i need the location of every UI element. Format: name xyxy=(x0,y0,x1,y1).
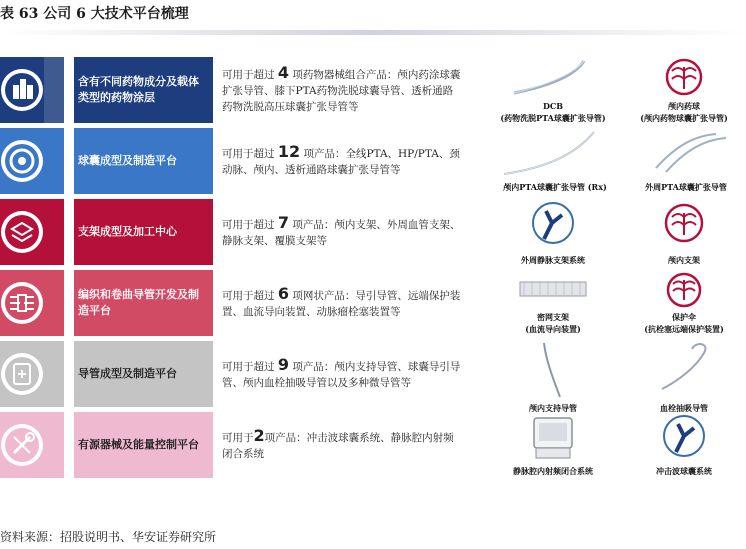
product-caption: 冲击波球囊系统 xyxy=(656,466,712,476)
platform-label: 支架成型及加工中心 xyxy=(74,199,213,265)
brain-icon xyxy=(622,270,746,310)
product-dcb xyxy=(484,57,622,123)
table-title: 表 63 公司 6 大技术平台梳理 xyxy=(0,6,189,22)
product-caption: DCB xyxy=(542,101,564,111)
vessel-icon xyxy=(622,412,746,464)
platform-row-active-device xyxy=(0,412,746,478)
product-intracranial-dcb xyxy=(622,57,746,123)
platform-label: 编织和卷曲导管开发及制造平台 xyxy=(74,270,213,336)
product-caption: 颅内药球 xyxy=(668,101,700,111)
product-caption: 颅内PTA球囊扩张导管 (Rx) xyxy=(503,182,607,192)
product-count: 7 xyxy=(277,213,289,232)
product-count: 12 xyxy=(277,142,301,161)
source-note: 资料来源：招股说明书、华安证券研究所 xyxy=(0,530,217,544)
platform-label: 含有不同药物成分及载体类型的药物涂层 xyxy=(74,57,213,123)
product-caption-sub: (抗栓塞远端保护装置) xyxy=(644,324,724,334)
product-count: 9 xyxy=(277,355,289,374)
platform-label: 球囊成型及制造平台 xyxy=(74,128,213,194)
header-divider xyxy=(0,30,746,35)
product-shockwave-system xyxy=(622,412,746,478)
product-caption: 颅内支架 xyxy=(668,255,700,265)
product-caption: 保护伞 xyxy=(672,312,696,322)
platform-row-balloon xyxy=(0,128,746,194)
platform-row-braided xyxy=(0,270,746,336)
brain-icon xyxy=(622,57,746,99)
product-caption: 血栓抽吸导管 xyxy=(660,403,708,413)
buildings-icon xyxy=(0,57,64,123)
product-caption: 颅内支持导管 xyxy=(529,403,577,413)
manual-icon xyxy=(0,341,64,407)
product-caption-sub: (药物洗脱PTA球囊扩张导管) xyxy=(500,113,606,123)
platform-label: 有源器械及能量控制平台 xyxy=(74,412,213,478)
product-thrombus-aspiration-catheter xyxy=(622,341,746,413)
product-intracranial-stent xyxy=(622,199,746,265)
product-embolic-protection xyxy=(622,270,746,336)
layers-icon xyxy=(0,199,64,265)
brain-icon xyxy=(622,199,746,247)
product-caption: 外周PTA球囊扩张导管 xyxy=(645,182,727,192)
product-count: 6 xyxy=(277,284,289,303)
product-rf-closure-system xyxy=(484,412,622,478)
vessel-icon xyxy=(484,199,622,247)
platform-row-stent xyxy=(0,199,746,265)
platform-description: 可用于超过 4 项药物器械组合产品：颅内药涂球囊扩张导管、膝下PTA药物洗脱球囊导管、透析通路药物洗脱高压球囊扩张导管等 xyxy=(222,63,461,113)
product-count: 2 xyxy=(253,426,265,445)
platform-description: 可用于超过 6 项网状产品：导引导管、远端保护装置、血流导向装置、动脉瘤栓塞装置等 xyxy=(222,284,461,318)
product-caption: 密网支架 xyxy=(537,312,569,322)
tools-icon xyxy=(0,412,64,478)
product-caption: 静脉腔内射频闭合系统 xyxy=(513,466,593,476)
product-flow-diverter xyxy=(484,270,622,336)
platform-row-drug-coating xyxy=(0,57,746,123)
platform-description: 可用于2项产品：冲击波球囊系统、静脉腔内射频闭合系统 xyxy=(222,426,454,460)
product-caption-sub: (血流导向装置) xyxy=(525,324,581,334)
product-peripheral-venous-stent xyxy=(484,199,622,265)
platform-row-catheter xyxy=(0,341,746,413)
balloon-fan-icon xyxy=(0,128,64,194)
circuit-icon xyxy=(0,270,64,336)
product-peripheral-pta xyxy=(626,128,746,194)
product-intracranial-support-catheter xyxy=(484,341,622,413)
product-caption: 外周静脉支架系统 xyxy=(521,255,585,265)
platform-description: 可用于超过 9 项产品：颅内支持导管、球囊导引导管、颅内血栓抽吸导管以及多种微导管等 xyxy=(222,355,461,389)
platform-description: 可用于超过 12 项产品：全线PTA、HP/PTA、颈动脉、颅内、透析通路球囊扩张导管等 xyxy=(222,142,460,176)
product-caption-sub: (颅内药物球囊扩张导管) xyxy=(640,113,728,123)
platform-description: 可用于超过 7 项产品：颅内支架、外周血管支架、静脉支架、覆膜支架等 xyxy=(222,213,461,247)
product-intracranial-pta xyxy=(484,128,626,194)
platform-label: 导管成型及制造平台 xyxy=(74,341,213,407)
device-console-icon xyxy=(484,412,622,464)
product-count: 4 xyxy=(277,63,289,82)
